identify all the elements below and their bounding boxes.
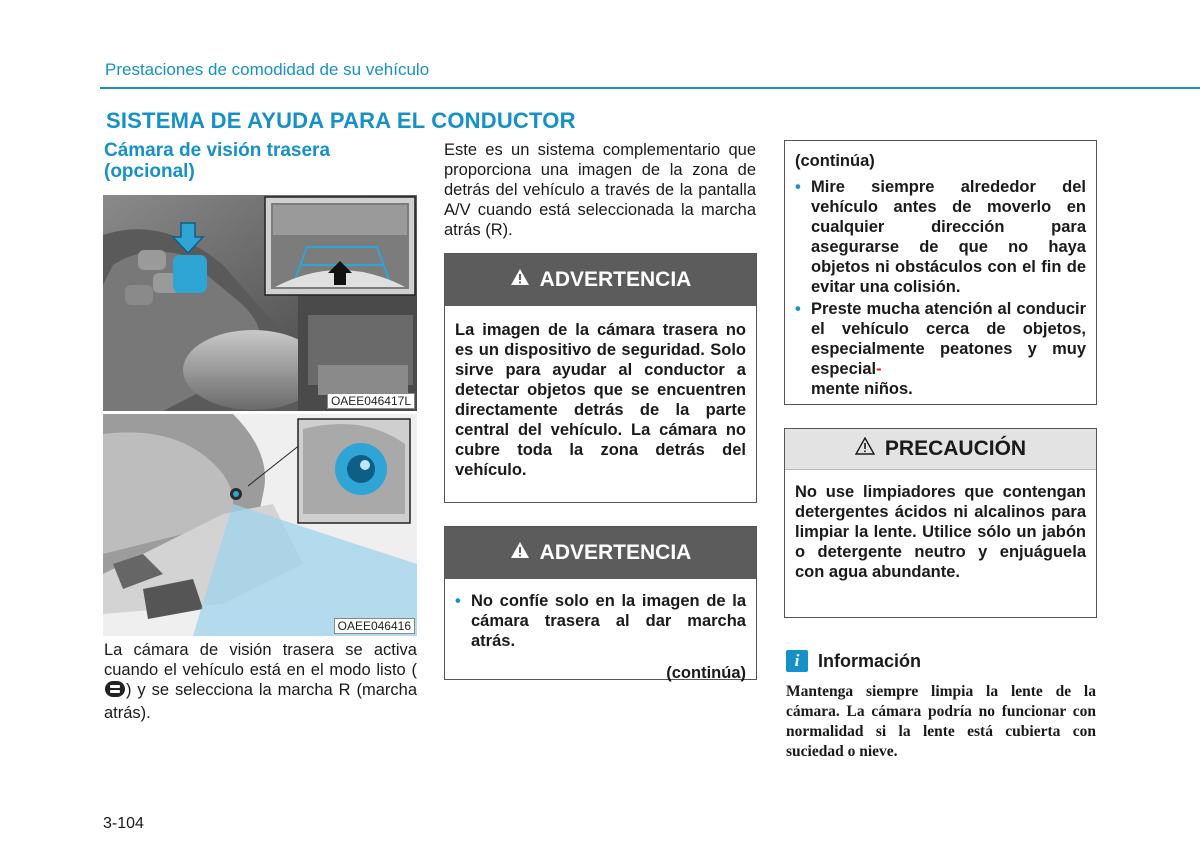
info-icon: i bbox=[786, 650, 808, 672]
gear-selector-illustration bbox=[103, 195, 417, 411]
warning-title: ADVERTENCIA bbox=[539, 268, 692, 291]
warning-bullet: • No confíe solo en la imagen de la cámara trasera al dar marcha atrás. bbox=[455, 592, 746, 650]
continued-note: (continúa) bbox=[666, 664, 746, 682]
intro-paragraph: Este es un sistema complementario que proporciona una imagen de la zona de detrás del vehículo a través de la pantalla A/V cuando está seleccionada la marcha atrás (R). bbox=[444, 141, 756, 239]
info-text: Mantenga siempre limpia la lente de la cámara. La cámara podría no funcionar con normalidad si la lente está cubierta con suciedad o nieve. bbox=[786, 683, 1096, 760]
caution-header bbox=[785, 429, 1096, 470]
ready-mode-paragraph: La cámara de visión trasera se activa cuando el vehículo está en el modo listo () y se selecciona la marcha R (marcha atrás). bbox=[104, 641, 417, 722]
bullet-dot: • bbox=[795, 178, 801, 196]
warning-header bbox=[445, 527, 756, 579]
info-header bbox=[786, 650, 921, 672]
bullet-dot: • bbox=[795, 300, 801, 318]
continued-label: (continúa) bbox=[795, 152, 875, 170]
ready-mode-icon bbox=[104, 680, 126, 703]
header-divider bbox=[100, 87, 1200, 89]
figure-code: OAEE046417L bbox=[327, 393, 415, 409]
figure-code: OAEE046416 bbox=[334, 618, 415, 634]
info-title: Información bbox=[818, 650, 922, 671]
figure-rear-camera bbox=[103, 414, 417, 636]
warning-box-2 bbox=[444, 526, 757, 680]
warning-text: La imagen de la cámara trasera no es un dispositivo de seguridad. Solo sirve para ayudar al conductor a detectar objetos que se encuentren directamente detrás de la parte central del vehículo. La cámara no cubre toda la zona detrás del vehículo. bbox=[455, 321, 746, 479]
rear-camera-illustration bbox=[103, 414, 417, 636]
continued-warning-body bbox=[785, 141, 1096, 409]
warning-icon bbox=[510, 268, 530, 292]
subsection-title-line2: (opcional) bbox=[104, 161, 195, 182]
warning-bullet: • Preste mucha atención al conducir el vehículo cerca de objetos, especialmente peatones y muy especial- mente niños. bbox=[795, 300, 1086, 398]
section-title: SISTEMA DE AYUDA PARA EL CONDUCTOR bbox=[106, 108, 576, 133]
warning-box-1 bbox=[444, 253, 757, 503]
warning-icon bbox=[510, 541, 530, 565]
subsection-title-line1: Cámara de visión trasera bbox=[104, 140, 331, 161]
warning-title: ADVERTENCIA bbox=[539, 541, 692, 564]
warning-header bbox=[445, 254, 756, 306]
caution-text: No use limpiadores que contengan detergentes ácidos ni alcalinos para limpiar la lente. Utilice sólo un jabón o detergente neutro y enjuáguela con agua abundante. bbox=[795, 483, 1086, 581]
caution-box bbox=[784, 428, 1097, 618]
figure-gear-selector bbox=[103, 195, 417, 411]
caution-icon bbox=[855, 437, 875, 461]
warning-body bbox=[445, 579, 756, 693]
continued-warning-box bbox=[784, 140, 1097, 405]
page-number: 3-104 bbox=[103, 815, 144, 832]
subsection-title bbox=[104, 140, 404, 182]
warning-bullet: • Mire siempre alrededor del vehículo antes de moverlo en cualquier dirección para asegurarse de que no haya objetos ni obstáculos con el fin de evitar una colisión. bbox=[795, 178, 1086, 296]
caution-title: PRECAUCIÓN bbox=[884, 437, 1027, 460]
chapter-title: Prestaciones de comodidad de su vehículo bbox=[105, 60, 430, 79]
bullet-dot: • bbox=[455, 592, 461, 610]
